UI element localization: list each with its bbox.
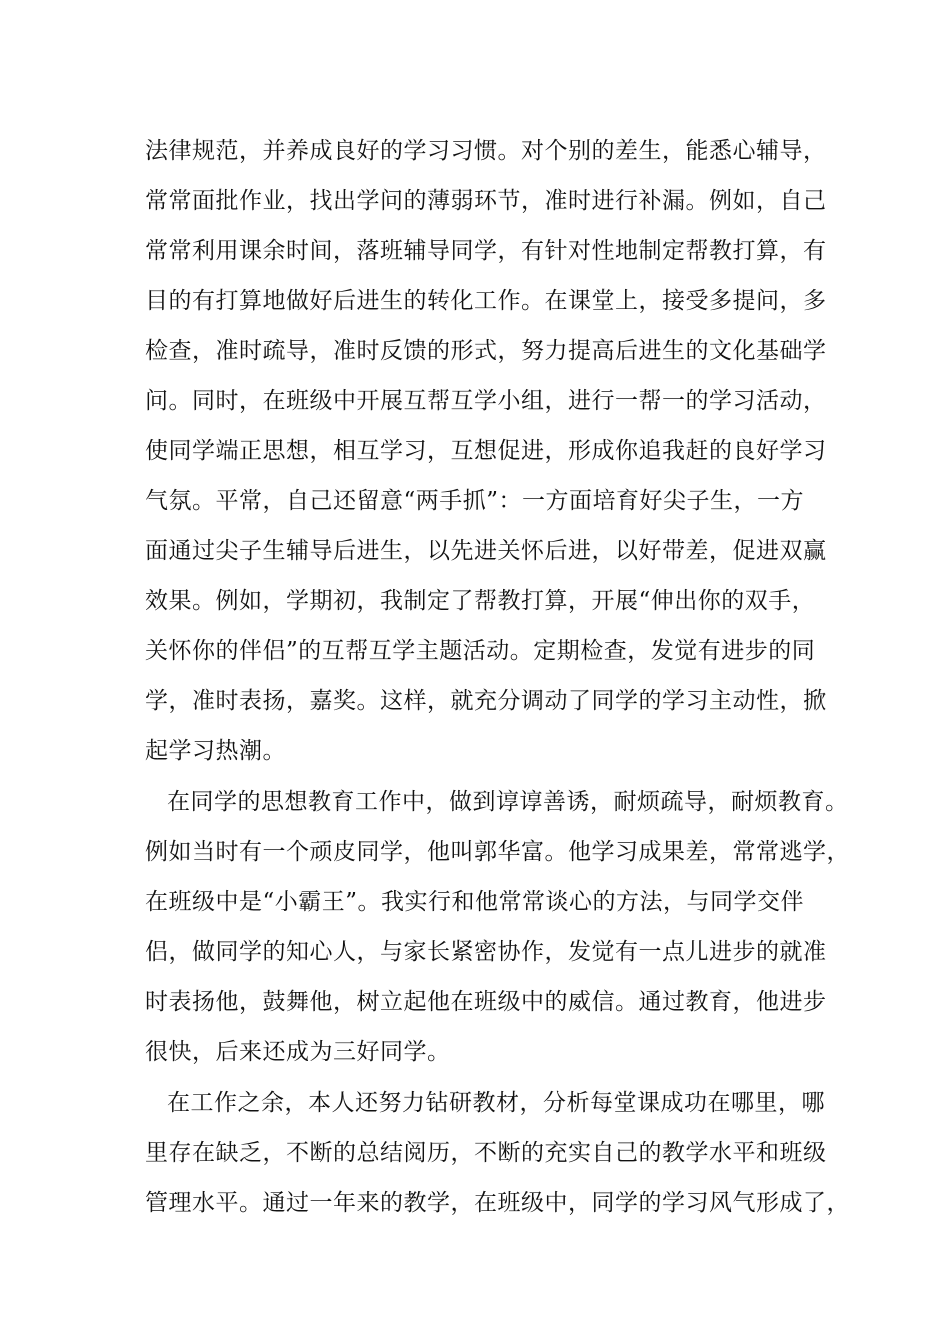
paragraph-1-line: 问。同时，在班级中开展互帮互学小组，进行一帮一的学习活动， bbox=[145, 388, 827, 414]
paragraph-1-line: 关怀你的伴侣”的互帮互学主题活动。定期检查，发觉有进步的同 bbox=[145, 638, 816, 664]
paragraph-2-line: 例如当时有一个顽皮同学，他叫郭华富。他学习成果差，常常逃学， bbox=[145, 839, 850, 865]
paragraph-1-line: 使同学端正思想，相互学习，互想促进，形成你追我赶的良好学习 bbox=[145, 438, 827, 464]
paragraph-2-line: 在班级中是“小霸王”。我实行和他常常谈心的方法，与同学交伴 bbox=[145, 889, 805, 915]
paragraph-3-line: 在工作之余，本人还努力钻研教材，分析每堂课成功在哪里，哪 bbox=[167, 1090, 825, 1116]
paragraph-2-line: 在同学的思想教育工作中，做到谆谆善诱，耐烦疏导，耐烦教育。 bbox=[167, 789, 849, 815]
paragraph-1-line: 气氛。平常，自己还留意“两手抓”：一方面培育好尖子生，一方 bbox=[145, 488, 805, 514]
paragraph-3-line: 里存在缺乏，不断的总结阅历，不断的充实自己的教学水平和班级 bbox=[145, 1140, 827, 1166]
paragraph-1-line: 目的有打算地做好后进生的转化工作。在课堂上，接受多提问，多 bbox=[145, 288, 827, 314]
paragraph-1-line: 效果。例如，学期初，我制定了帮教打算，开展“伸出你的双手， bbox=[145, 588, 816, 614]
paragraph-1-line: 法律规范，并养成良好的学习习惯。对个别的差生，能悉心辅导， bbox=[145, 138, 827, 164]
paragraph-1-line: 起学习热潮。 bbox=[145, 738, 286, 764]
paragraph-1-line: 面通过尖子生辅导后进生，以先进关怀后进，以好带差，促进双赢 bbox=[145, 538, 827, 564]
paragraph-2-line: 侣，做同学的知心人，与家长紧密协作，发觉有一点儿进步的就准 bbox=[145, 939, 827, 965]
paragraph-2-line: 很快，后来还成为三好同学。 bbox=[145, 1039, 451, 1065]
paragraph-1-line: 检查，准时疏导，准时反馈的形式，努力提高后进生的文化基础学 bbox=[145, 338, 827, 364]
paragraph-1-line: 学，准时表扬，嘉奖。这样，就充分调动了同学的学习主动性，掀 bbox=[145, 688, 827, 714]
paragraph-2-line: 时表扬他，鼓舞他，树立起他在班级中的威信。通过教育，他进步 bbox=[145, 989, 827, 1015]
paragraph-1-line: 常常面批作业，找出学问的薄弱环节，准时进行补漏。例如，自己 bbox=[145, 188, 827, 214]
paragraph-1-line: 常常利用课余时间，落班辅导同学，有针对性地制定帮教打算，有 bbox=[145, 238, 827, 264]
paragraph-3-line: 管理水平。通过一年来的教学，在班级中，同学的学习风气形成了， bbox=[145, 1190, 850, 1216]
